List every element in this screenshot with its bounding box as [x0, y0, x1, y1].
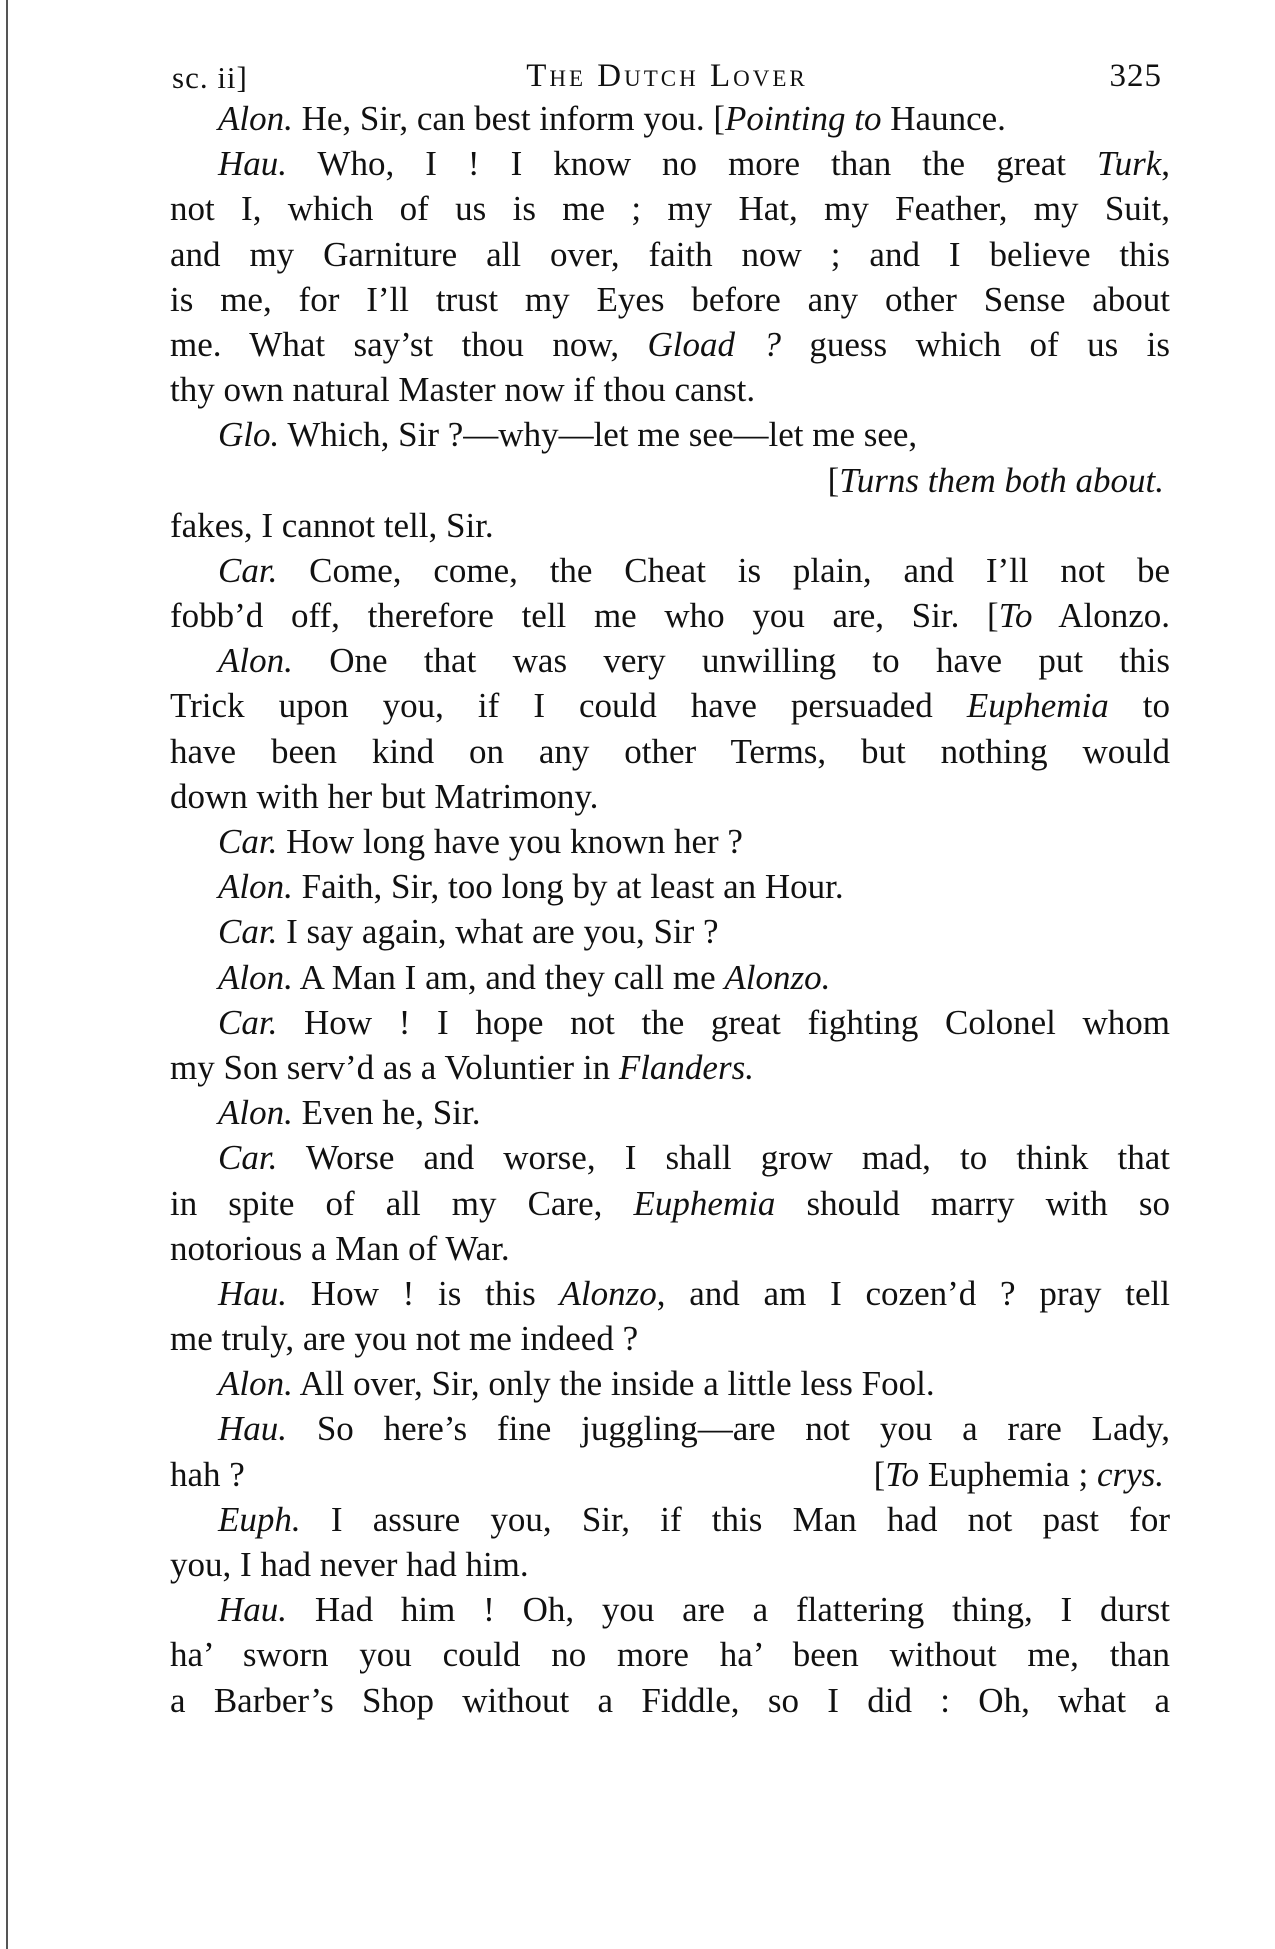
speaker: Car.	[218, 550, 278, 590]
page-edge-line	[6, 0, 8, 1949]
play-text	[170, 96, 1170, 1723]
speaker: Car.	[218, 822, 278, 861]
text-line-7: thy own natural Master now if thou canst.	[170, 370, 756, 410]
text-line-6: me. What say’st thou now, Gload ? guess which of us is	[170, 324, 1171, 364]
text-line-35: ha’ sworn you could no more ha’ been without me, than	[170, 1635, 1170, 1675]
speaker: Alon.	[218, 99, 293, 138]
text-line-10: fakes, I cannot tell, Sir.	[170, 505, 494, 545]
text-line-17: Car. How long have you known her ?	[218, 822, 743, 861]
text-line-25: in spite of all my Care, Euphemia should marry with so	[170, 1183, 1170, 1223]
speaker: Alon.	[218, 1093, 293, 1133]
text-line-24: Car. Worse and worse, I shall grow mad, to think that	[218, 1138, 1170, 1178]
text-line-3: not I, which of us is me ; my Hat, my Feather, my Suit,	[170, 189, 1170, 229]
text-line-34: Hau. Had him ! Oh, you are a flattering thing, I durst	[218, 1590, 1170, 1630]
text-line-4: and my Garniture all over, faith now ; and I believe this	[170, 234, 1170, 274]
text-line-8: Glo. Which, Sir ?—why—let me see—let me see,	[218, 415, 918, 455]
text-line-28: me truly, are you not me indeed ?	[170, 1319, 639, 1359]
text-line-36: a Barber’s Shop without a Fiddle, so I did : Oh, what a	[170, 1680, 1170, 1720]
text-line-26: notorious a Man of War.	[170, 1228, 510, 1268]
speaker: Hau.	[218, 1409, 288, 1449]
speaker: Euph.	[218, 1499, 301, 1539]
text-line-23: Alon. Even he, Sir.	[218, 1093, 481, 1133]
text-line-1: Alon. He, Sir, can best inform you. [Pointing to Haunce.	[218, 99, 1006, 138]
text-line-22: my Son serv’d as a Voluntier in Flanders.	[170, 1047, 754, 1087]
text-line-13: Alon. One that was very unwilling to have put this	[218, 641, 1170, 681]
speaker: Car.	[218, 1138, 278, 1178]
speaker: Hau.	[218, 1590, 288, 1630]
text-line-15: have been kind on any other Terms, but nothing would	[170, 731, 1170, 771]
text-line-14: Trick upon you, if I could have persuaded Euphemia to	[170, 686, 1170, 726]
text-line-2: Hau. Who, I ! I know no more than the great Turk,	[218, 144, 1170, 184]
page-title: The Dutch Lover	[526, 58, 808, 94]
text-line-19: Car. I say again, what are you, Sir ?	[218, 912, 719, 952]
text-line-31: hah ? [To Euphemia ; crys.	[170, 1452, 1170, 1497]
text-line-16: down with her but Matrimony.	[170, 776, 599, 816]
speaker: Car.	[218, 912, 278, 952]
text-line-27: Hau. How ! is this Alonzo, and am I cozen’d ? pray tell	[218, 1273, 1171, 1313]
speaker: Alon.	[218, 1364, 293, 1404]
speaker: Hau.	[218, 1273, 288, 1313]
stage-direction: Turns them both about.	[839, 460, 1164, 500]
text-line-33: you, I had never had him.	[170, 1545, 529, 1584]
speaker: Alon.	[218, 867, 293, 907]
text-line-21: Car. How ! I hope not the great fighting Colonel whom	[218, 1002, 1170, 1042]
text-line-32: Euph. I assure you, Sir, if this Man had not past for	[218, 1499, 1170, 1539]
speaker: Alon.	[218, 957, 293, 997]
speaker: Hau.	[218, 144, 288, 184]
page-number: 325	[1109, 58, 1162, 94]
text-line-18: Alon. Faith, Sir, too long by at least an Hour.	[218, 867, 844, 907]
text-line-30: Hau. So here’s fine juggling—are not you a rare Lady,	[218, 1409, 1170, 1449]
speaker: Alon.	[218, 641, 293, 681]
text-line-29: Alon. All over, Sir, only the inside a little less Fool.	[218, 1364, 935, 1404]
section-marker: sc. ii]	[172, 60, 248, 95]
stage-direction: Pointing to	[724, 99, 882, 138]
stage-direction: [To Euphemia ; crys.	[873, 1454, 1164, 1494]
text-line-12: fobb’d off, therefore tell me who you are, Sir. [To Alonzo.	[170, 596, 1170, 636]
text-line-9: [Turns them both about.	[827, 460, 1164, 500]
text-line-20: Alon. A Man I am, and they call me Alonzo.	[218, 957, 831, 997]
speaker: Glo.	[218, 415, 280, 455]
running-header	[172, 58, 1162, 98]
text-line-5: is me, for I’ll trust my Eyes before any other Sense about	[170, 279, 1170, 319]
text-line-11: Car. Come, come, the Cheat is plain, and I’ll not be	[218, 550, 1170, 590]
speaker: Car.	[218, 1002, 278, 1042]
